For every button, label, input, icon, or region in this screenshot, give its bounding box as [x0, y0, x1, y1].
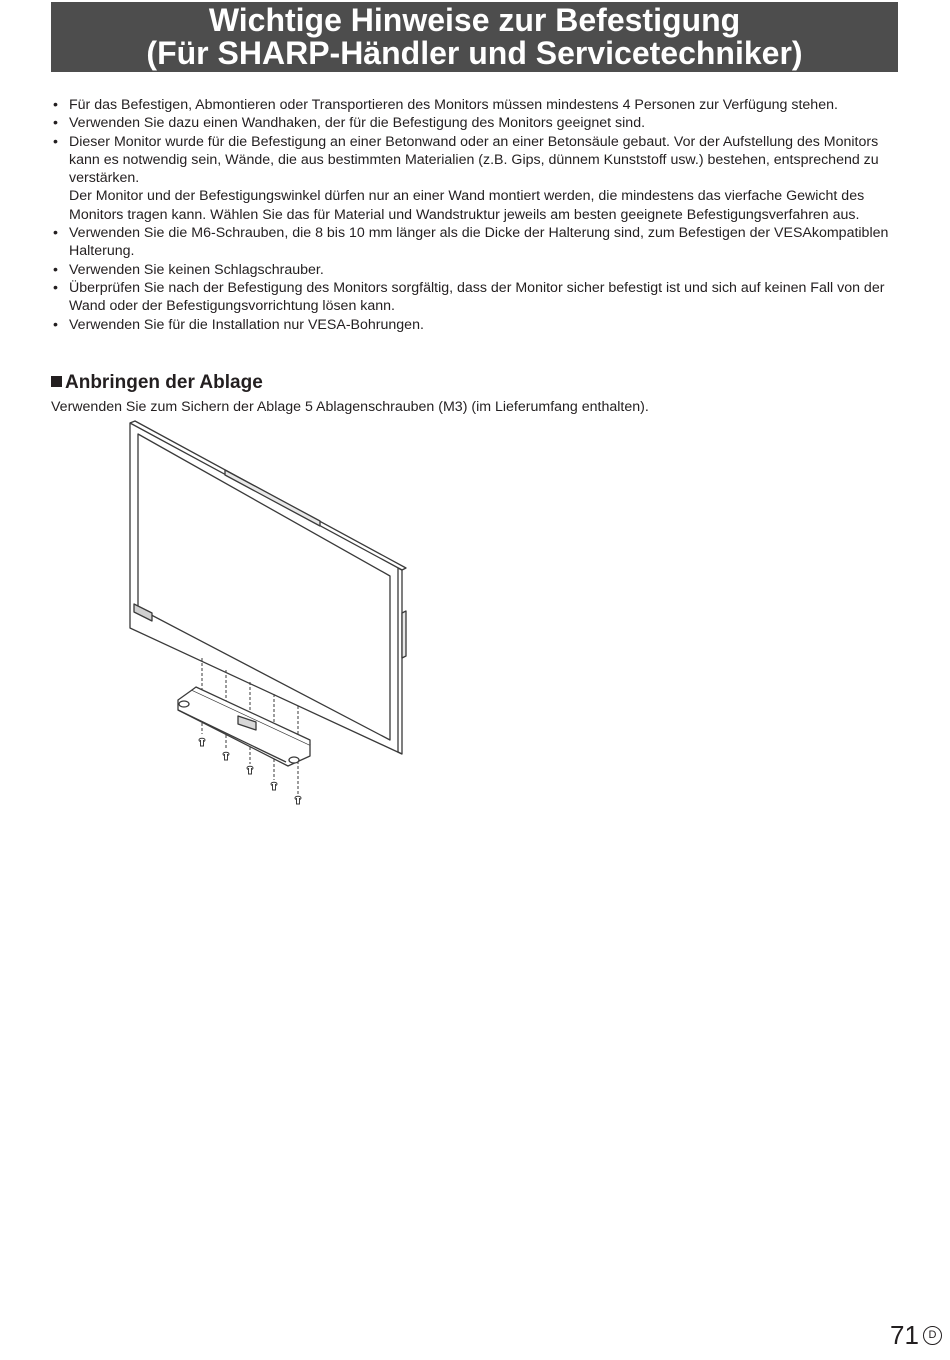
bullet-icon: •: [53, 316, 58, 333]
note-text: Für das Befestigen, Abmontieren oder Transportieren des Monitors müssen mindestens 4 Personen zur Verfügung stehen.: [69, 97, 838, 113]
note-text: Verwenden Sie die M6-Schrauben, die 8 bis 10 mm länger als die Dicke der Halterung sind, zum Befestigen der VESAkompatiblen Halterung.: [69, 225, 889, 260]
note-text: Verwenden Sie für die Installation nur VESA-Bohrungen.: [69, 316, 424, 333]
bullet-icon: •: [53, 279, 58, 296]
tray-mounting-illustration: [120, 418, 420, 810]
note-text: Verwenden Sie dazu einen Wandhaken, der für die Befestigung des Monitors geeignet sind.: [69, 115, 646, 132]
list-item: [51, 96, 911, 114]
language-badge: D: [923, 1326, 942, 1345]
note-text: Überprüfen Sie nach der Befestigung des Monitors sorgfältig, dass der Monitor sicher befestigt ist und sich auf keinen Fall von der Wand oder der Befestigungsvorrichtung lösen kann.: [69, 279, 885, 315]
list-item: [51, 224, 911, 261]
bullet-icon: •: [53, 261, 58, 278]
page-number-value: 71: [890, 1320, 919, 1351]
square-bullet-icon: [51, 376, 62, 387]
note-text: Dieser Monitor wurde für die Befestigung an einer Betonwand oder an einer Betonsäule gebaut. Vor der Aufstellung des Monitors kann es notwendig sein, Wände, die aus bestimmten Materialien (z.B. Gips, dünnem Kunststoff usw.) bestehen, entsprechend zu verstärken.: [69, 133, 879, 187]
page-title-line-1: Wichtige Hinweise zur Befestigung: [208, 2, 741, 38]
bullet-icon: •: [53, 115, 58, 132]
page-number: [890, 1318, 942, 1350]
section-heading: [51, 371, 263, 395]
monitor-frame: [130, 423, 402, 754]
section-heading-text: Anbringen der Ablage: [65, 372, 263, 393]
bullet-icon: •: [53, 97, 58, 113]
monitor-side-module: [402, 611, 406, 658]
notes-list: [51, 96, 911, 334]
page-title: [51, 2, 898, 72]
note-text: Verwenden Sie keinen Schlagschrauber.: [69, 261, 324, 278]
note-text-continued: Der Monitor und der Befestigungswinkel dürfen nur an einer Wand montiert werden, die mindestens das vierfache Gewicht des Monitors tragen kann. Wählen Sie das für Material und Wandstruktur jeweils am besten geeignete Befestigungsverfahren aus.: [69, 188, 865, 223]
bullet-icon: •: [53, 225, 58, 242]
bullet-icon: •: [53, 133, 58, 150]
list-item: [51, 114, 911, 132]
list-item: [51, 279, 911, 316]
list-item: [51, 261, 911, 279]
section-description: Verwenden Sie zum Sichern der Ablage 5 Ablagenschrauben (M3) (im Lieferumfang enthalten).: [51, 399, 649, 415]
list-item: [51, 316, 911, 334]
list-item: [51, 133, 911, 224]
page-title-line-2: (Für SHARP-Händler und Servicetechniker): [146, 35, 803, 71]
